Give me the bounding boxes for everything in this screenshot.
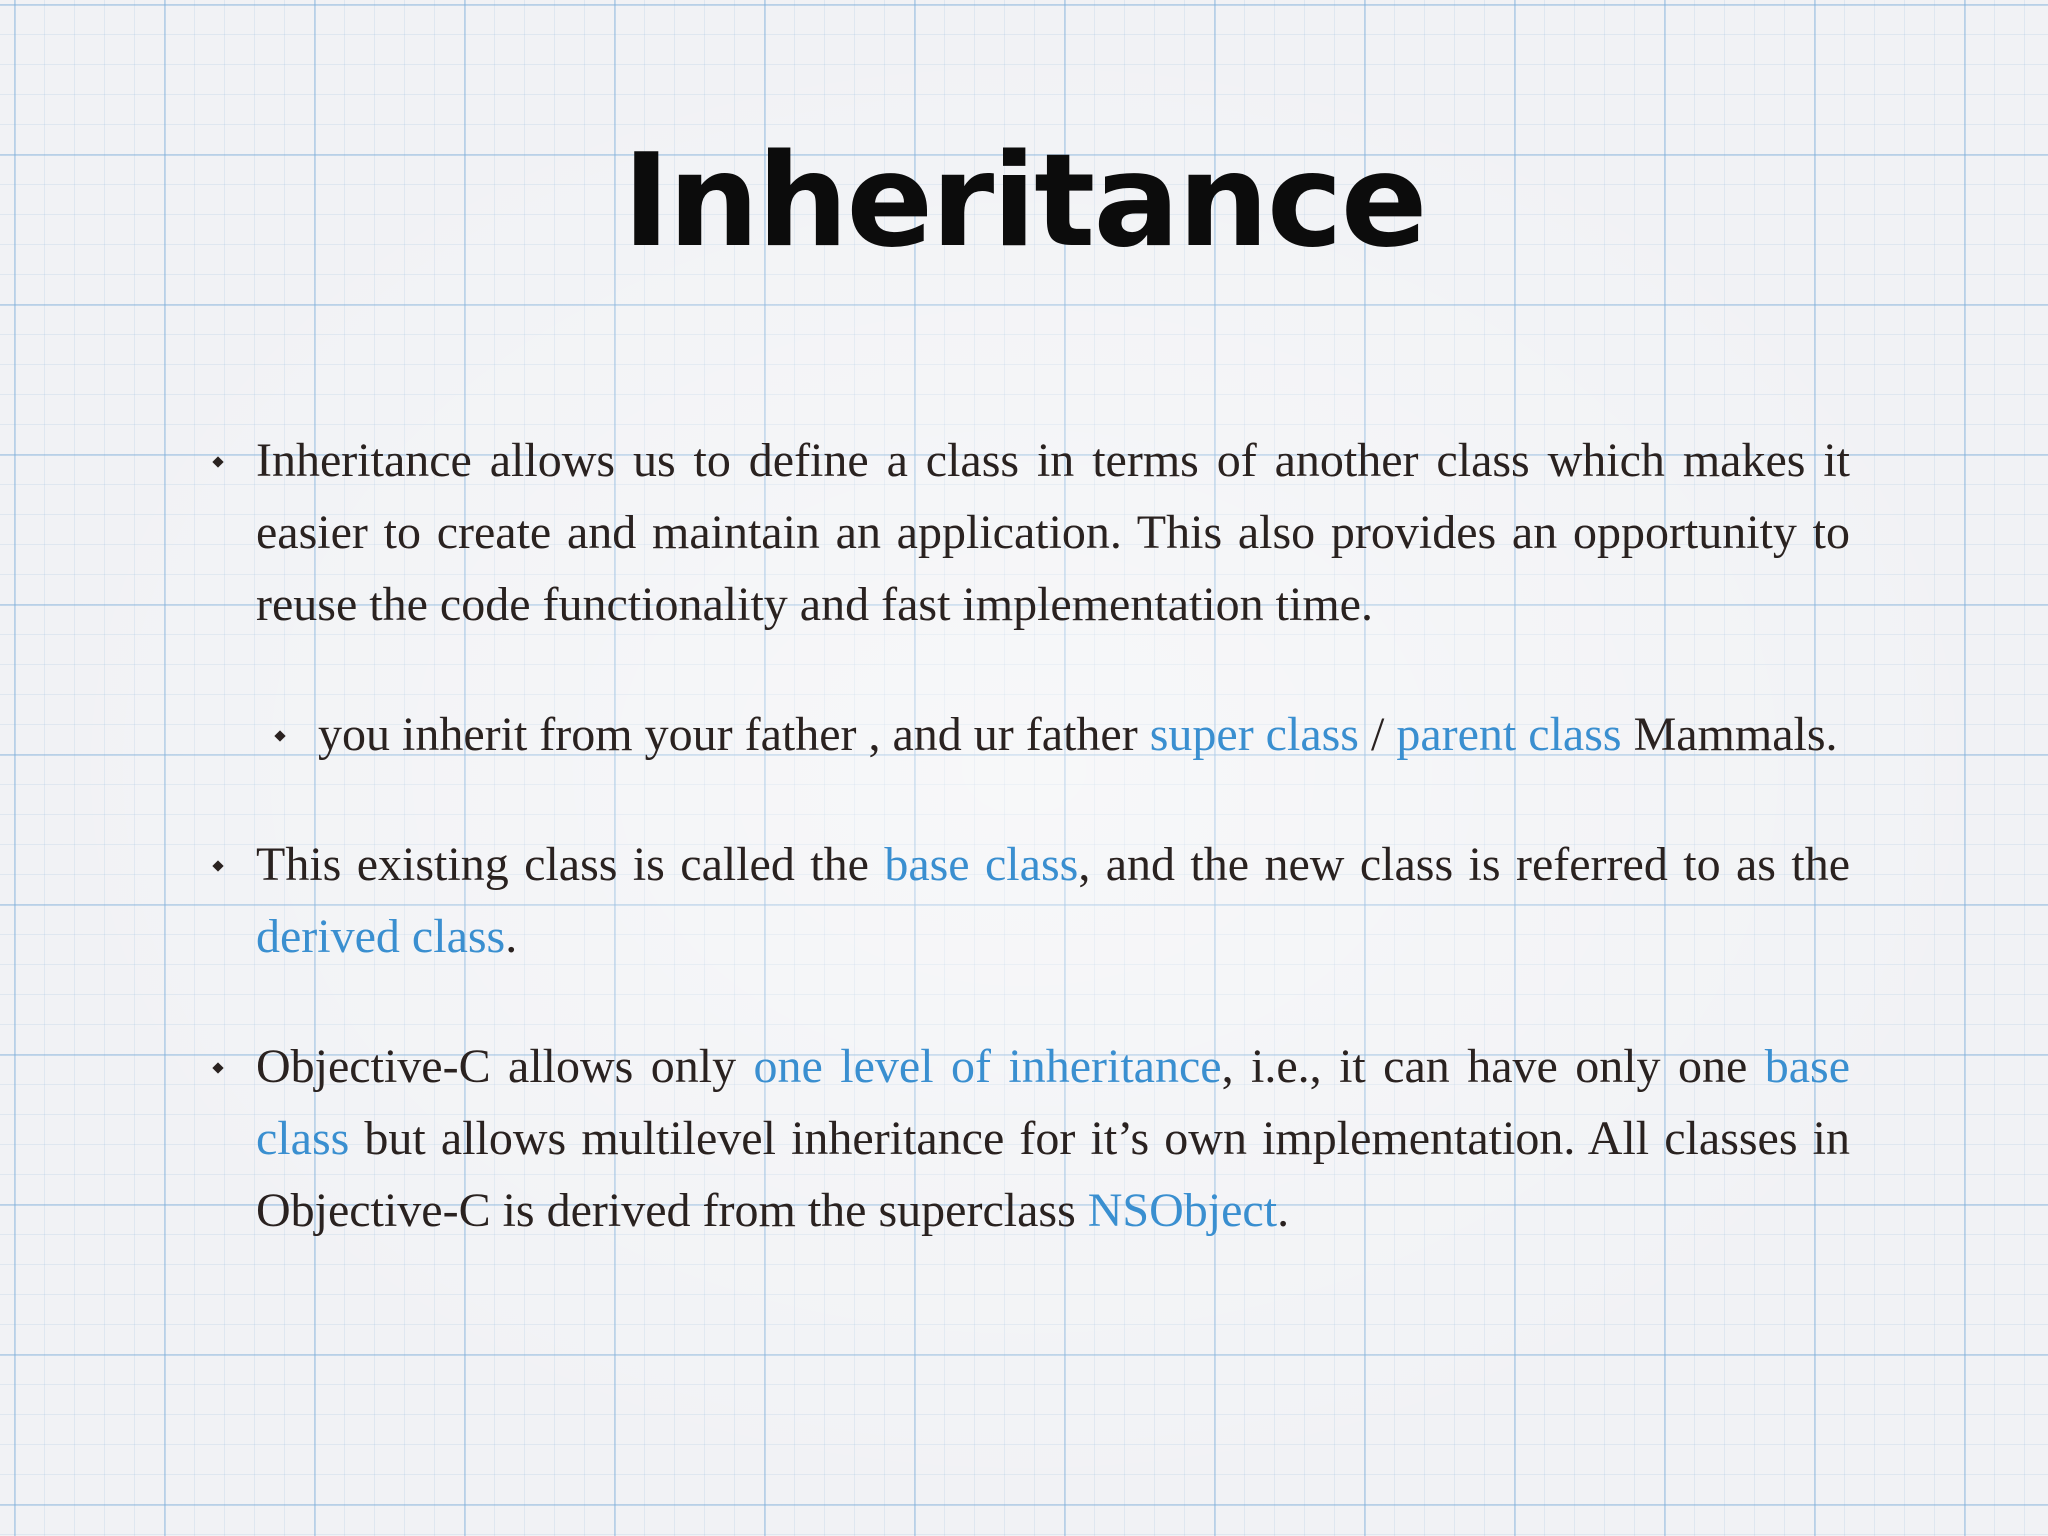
- highlight-term: base class: [884, 838, 1079, 891]
- bullet-icon: [274, 730, 285, 741]
- highlight-term: NSObject: [1087, 1184, 1278, 1237]
- bullet-text: /: [1358, 708, 1397, 761]
- bullet-item: [210, 829, 1850, 973]
- bullet-text: but allows multilevel inheritance for it’s own implementation. All classes in Objective-C is derived from the superclass: [256, 1112, 1850, 1237]
- bullet-text: .: [505, 910, 518, 963]
- bullet-item: [210, 1031, 1850, 1247]
- bullet-text: .: [1277, 1184, 1290, 1237]
- slide-title: Inheritance: [622, 127, 1426, 276]
- bullet-icon: [212, 860, 223, 871]
- bullet-text: This existing class is called the: [256, 838, 885, 891]
- highlight-term: base class: [256, 1040, 1851, 1165]
- highlight-term: derived class: [256, 910, 506, 963]
- highlight-term: one level of inheritance: [753, 1040, 1222, 1093]
- bullet-icon: [212, 1062, 223, 1073]
- sub-bullet-item: [272, 699, 1850, 771]
- bullet-list: [210, 425, 1850, 1247]
- bullet-text: you inherit from your father , and ur father: [318, 708, 1150, 761]
- bullet-text: Objective-C allows only: [256, 1040, 754, 1093]
- bullet-icon: [212, 456, 223, 467]
- highlight-term: parent class: [1396, 708, 1622, 761]
- bullet-text: , i.e., it can have only one: [1221, 1040, 1765, 1093]
- bullet-item: [210, 425, 1850, 641]
- bullet-text: Inheritance allows us to define a class in terms of another class which makes it easier to create and maintain an application. This also provides an opportunity to reuse the code functionality and fast implementation time.: [256, 434, 1850, 631]
- bullet-text: , and the new class is referred to as the: [1078, 838, 1851, 891]
- highlight-term: super class: [1149, 708, 1359, 761]
- bullet-text: Mammals.: [1621, 708, 1838, 761]
